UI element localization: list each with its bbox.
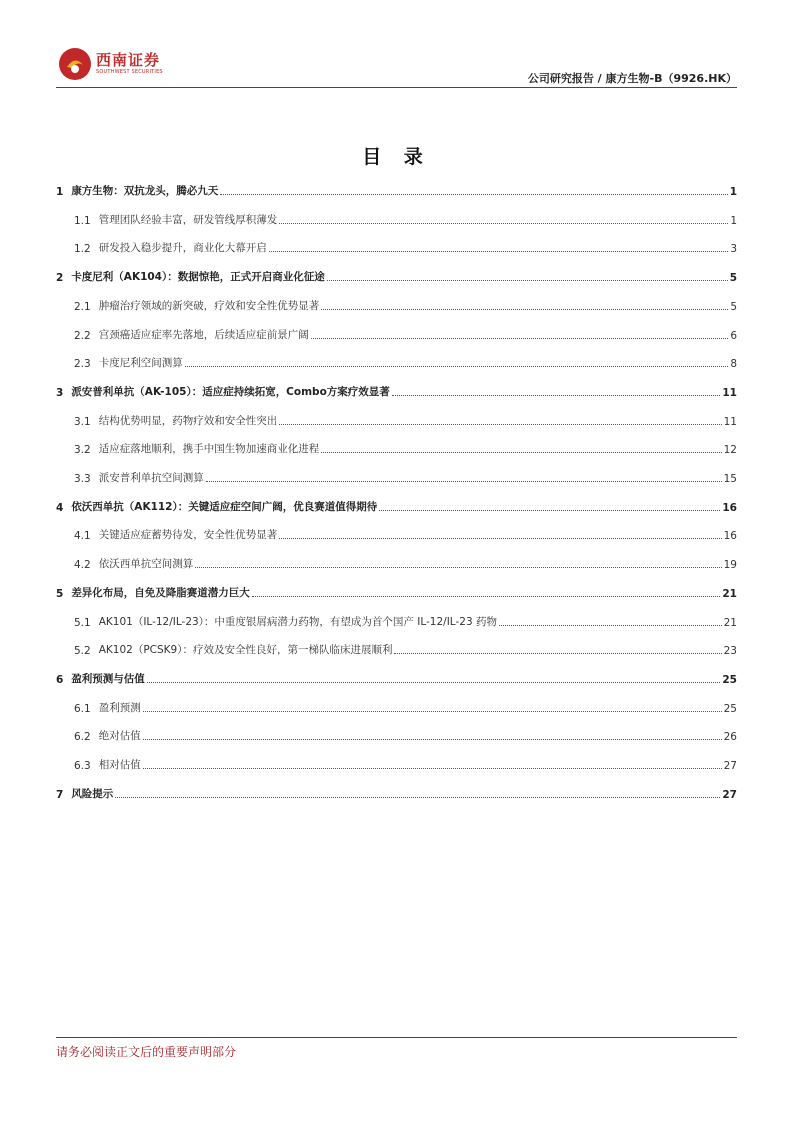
toc-entry-number: 6.2 — [74, 731, 91, 744]
toc-entry-number: 3.3 — [74, 473, 91, 485]
toc-entry-number: 3.1 — [74, 415, 91, 428]
toc-entry-number: 1 — [56, 186, 64, 198]
toc-dot-leader — [143, 768, 722, 769]
toc-entry-page: 15 — [723, 473, 737, 485]
toc-entry-page: 6 — [730, 329, 737, 342]
toc-dot-leader — [321, 309, 728, 310]
toc-entry-page: 16 — [722, 501, 737, 514]
toc-entry[interactable] — [56, 725, 737, 743]
toc-entry-number: 2.2 — [74, 329, 91, 342]
footer-divider — [56, 1037, 737, 1038]
toc-entry-number: 5.2 — [74, 645, 91, 658]
toc-entry-title: 盈利预测与估值 — [71, 672, 145, 685]
toc-dot-leader — [220, 194, 727, 195]
toc-dot-leader — [269, 251, 729, 252]
toc-entry[interactable] — [56, 639, 737, 657]
toc-dot-leader — [279, 538, 721, 539]
toc-entry-page: 27 — [722, 788, 737, 801]
toc-entry-page: 27 — [723, 760, 737, 772]
toc-entry-page: 8 — [730, 358, 737, 371]
toc-entry-number: 3.2 — [74, 444, 91, 457]
toc-entry-page: 12 — [723, 444, 737, 457]
toc-entry-page: 21 — [723, 616, 737, 629]
toc-entry-page: 25 — [722, 673, 737, 686]
toc-entry-page: 23 — [723, 645, 737, 658]
toc-entry-title: 康方生物：双抗龙头，腾必九天 — [71, 185, 219, 197]
header-divider — [56, 87, 737, 88]
company-logo — [58, 47, 163, 81]
toc-entry[interactable] — [56, 553, 737, 571]
toc-entry-title: 依沃西单抗（AK112）：关键适应症空间广阔，优良赛道值得期待 — [71, 500, 378, 513]
toc-entry-page: 21 — [722, 587, 737, 600]
toc-entry-number: 5.1 — [74, 616, 91, 629]
toc-entry-title: 相对估值 — [98, 759, 141, 771]
toc-dot-leader — [185, 366, 729, 367]
toc-entry-page: 25 — [723, 702, 737, 715]
toc-dot-leader — [394, 653, 721, 654]
toc-entry[interactable] — [56, 438, 737, 456]
toc-dot-leader — [195, 567, 721, 568]
toc-entry-number: 1.1 — [74, 214, 91, 227]
toc-entry[interactable] — [56, 783, 737, 801]
toc-entry-page: 11 — [723, 415, 737, 428]
toc-entry-page: 11 — [722, 386, 737, 399]
toc-dot-leader — [392, 395, 721, 396]
logo-english-name: SOUTHWEST SECURITIES — [96, 69, 163, 75]
toc-entry[interactable] — [56, 209, 737, 227]
toc-entry-number: 6.1 — [74, 702, 91, 715]
toc-entry[interactable] — [56, 352, 737, 370]
toc-entry-title: 结构优势明显，药物疗效和安全性突出 — [98, 414, 278, 427]
toc-dot-leader — [279, 223, 728, 224]
footer-disclaimer: 请务必阅读正文后的重要声明部分 — [56, 1045, 237, 1059]
toc-entry-title: 风险提示 — [71, 787, 114, 800]
toc-entry-number: 6 — [56, 673, 64, 686]
toc-entry-page: 3 — [730, 243, 737, 256]
toc-entry-title: 宫颈癌适应症率先落地，后续适应症前景广阔 — [98, 328, 309, 341]
toc-entry[interactable] — [56, 324, 737, 342]
toc-entry-page: 16 — [723, 530, 737, 543]
toc-entry-page: 1 — [729, 186, 737, 198]
toc-entry-title: 卡度尼利空间测算 — [98, 357, 183, 370]
toc-entry[interactable] — [56, 697, 737, 715]
toc-entry-number: 4.1 — [74, 530, 91, 543]
toc-entry-title: AK102（PCSK9）：疗效及安全性良好，第一梯队临床进展顺利 — [98, 644, 393, 657]
toc-entry-title: 派安普利单抗（AK-105）：适应症持续拓宽，Combo方案疗效显著 — [71, 385, 390, 398]
toc-entry-title: 盈利预测 — [98, 701, 141, 714]
toc-entry[interactable] — [56, 295, 737, 313]
toc-entry-title: 差异化布局，自免及降脂赛道潜力巨大 — [71, 586, 250, 599]
logo-chinese-name: 西南证券 — [96, 51, 161, 69]
toc-dot-leader — [321, 452, 721, 453]
toc-entry-number: 3 — [56, 386, 64, 399]
toc-entry-title: AK101（IL-12/IL-23）：中重度银屑病潜力药物，有望成为首个国产 IL-12/IL-23 药物 — [98, 615, 497, 628]
toc-entry[interactable] — [56, 496, 737, 514]
toc-entry[interactable] — [56, 410, 737, 428]
toc-dot-leader — [252, 596, 721, 597]
toc-entry-title: 管理团队经验丰富，研发管线厚积薄发 — [98, 213, 278, 226]
toc-dot-leader — [115, 797, 720, 798]
toc-entry-title: 关键适应症蓄势待发，安全性优势显著 — [98, 529, 278, 542]
toc-entry[interactable] — [56, 582, 737, 600]
toc-entry[interactable] — [56, 381, 737, 399]
toc-entry[interactable] — [56, 611, 737, 629]
toc-entry-title: 适应症落地顺利，携手中国生物加速商业化进程 — [98, 443, 320, 456]
toc-entry[interactable] — [56, 266, 737, 284]
toc-entry[interactable] — [56, 668, 737, 686]
toc-entry-number: 2.1 — [74, 300, 91, 313]
toc-entry-page: 19 — [723, 559, 737, 572]
logo-emblem-icon — [58, 47, 92, 81]
toc-entry-page: 1 — [730, 214, 737, 227]
toc-dot-leader — [143, 739, 722, 740]
toc-dot-leader — [206, 481, 722, 482]
toc-entry-page: 26 — [723, 731, 737, 744]
toc-dot-leader — [499, 625, 722, 626]
toc-entry-title: 研发投入稳步提升，商业化大幕开启 — [98, 242, 267, 255]
report-header-title: 公司研究报告 / 康方生物-B（9926.HK） — [527, 72, 737, 85]
toc-entry-number: 4.2 — [74, 559, 91, 572]
toc-entry-page: 5 — [730, 300, 737, 313]
toc-entry-page: 5 — [729, 272, 737, 285]
toc-entry-number: 2 — [56, 272, 64, 285]
toc-entry[interactable] — [56, 467, 737, 485]
toc-title: 目 录 — [362, 146, 431, 168]
toc-entry-number: 4 — [56, 501, 64, 514]
toc-entry-number: 5 — [56, 587, 64, 600]
toc-entry[interactable] — [56, 524, 737, 542]
toc-entry-number: 6.3 — [74, 760, 91, 772]
toc-entry-number: 2.3 — [74, 358, 91, 371]
toc-entry-title: 肿瘤治疗领域的新突破，疗效和安全性优势显著 — [98, 299, 320, 312]
toc-entry-title: 卡度尼利（AK104）：数据惊艳，正式开启商业化征途 — [71, 271, 325, 284]
toc-dot-leader — [147, 682, 721, 683]
toc-dot-leader — [279, 424, 721, 425]
toc-dot-leader — [311, 338, 729, 339]
toc-dot-leader — [143, 711, 722, 712]
toc-dot-leader — [379, 510, 720, 511]
toc-entry[interactable] — [56, 237, 737, 255]
toc-entry-title: 绝对估值 — [98, 730, 141, 743]
toc-entry[interactable] — [56, 180, 737, 198]
toc-entry[interactable] — [56, 754, 737, 772]
toc-dot-leader — [327, 280, 728, 281]
toc-entry-number: 7 — [56, 788, 64, 801]
toc-entry-title: 依沃西单抗空间测算 — [98, 558, 194, 571]
toc-entry-title: 派安普利单抗空间测算 — [98, 472, 204, 484]
toc-entry-number: 1.2 — [74, 243, 91, 256]
